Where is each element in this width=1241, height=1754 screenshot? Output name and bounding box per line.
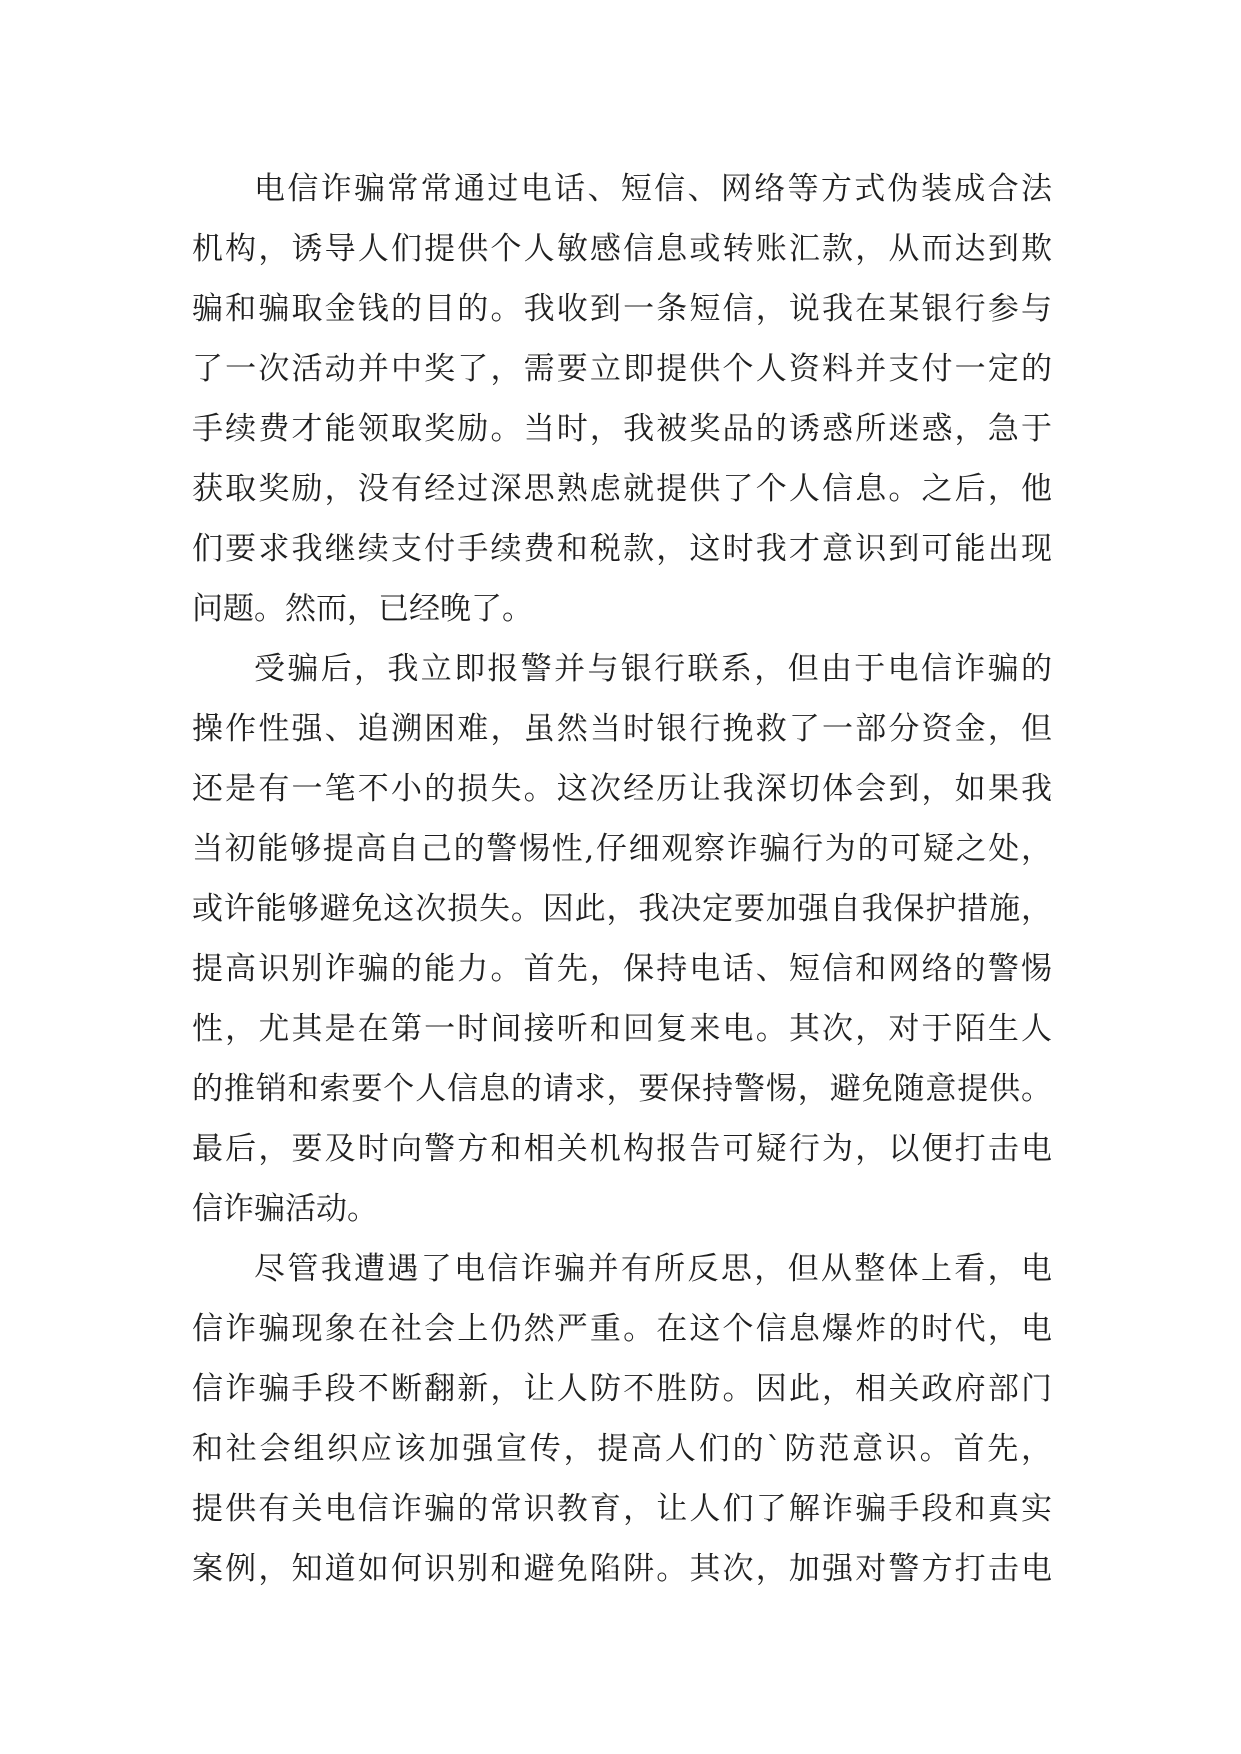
text-line: 案例，知道如何识别和避免陷阱。其次，加强对警方打击电 [192,1551,1052,1587]
paragraph [192,159,1052,639]
text-line: 信诈骗活动。 [192,1191,378,1227]
text-line: 骗和骗取金钱的目的。我收到一条短信，说我在某银行参与 [192,291,1052,327]
text-line: 电信诈骗常常通过电话、短信、网络等方式伪装成合法 [254,171,1052,207]
text-line: 和社会组织应该加强宣传，提高人们的`防范意识。首先， [192,1431,1052,1467]
text-line: 获取奖励，没有经过深思熟虑就提供了个人信息。之后，他 [192,471,1052,507]
text-line: 当初能够提高自己的警惕性,仔细观察诈骗行为的可疑之处， [192,831,1052,867]
text-line: 了一次活动并中奖了，需要立即提供个人资料并支付一定的 [192,351,1052,387]
text-line: 信诈骗手段不断翻新，让人防不胜防。因此，相关政府部门 [192,1371,1052,1407]
paragraph [192,639,1052,1239]
text-line: 们要求我继续支付手续费和税款，这时我才意识到可能出现 [192,531,1052,567]
text-line: 机构，诱导人们提供个人敏感信息或转账汇款，从而达到欺 [192,231,1052,267]
text-line: 提高识别诈骗的能力。首先，保持电话、短信和网络的警惕 [192,951,1052,987]
text-line: 手续费才能领取奖励。当时，我被奖品的诱惑所迷惑，急于 [192,411,1052,447]
text-line: 最后，要及时向警方和相关机构报告可疑行为，以便打击电 [192,1131,1052,1167]
text-line: 还是有一笔不小的损失。这次经历让我深切体会到，如果我 [192,771,1052,807]
paragraph [192,1239,1052,1599]
text-line: 尽管我遭遇了电信诈骗并有所反思，但从整体上看，电 [254,1251,1052,1287]
text-line: 或许能够避免这次损失。因此，我决定要加强自我保护措施， [192,891,1052,927]
text-line: 的推销和索要个人信息的请求，要保持警惕，避免随意提供。 [192,1071,1052,1107]
text-line: 问题。然而，已经晚了。 [192,591,533,627]
text-line: 受骗后，我立即报警并与银行联系，但由于电信诈骗的 [254,651,1052,687]
text-line: 性，尤其是在第一时间接听和回复来电。其次，对于陌生人 [192,1011,1052,1047]
text-line: 操作性强、追溯困难，虽然当时银行挽救了一部分资金，但 [192,711,1052,747]
document-body [192,159,1052,1599]
text-line: 信诈骗现象在社会上仍然严重。在这个信息爆炸的时代，电 [192,1311,1052,1347]
text-line: 提供有关电信诈骗的常识教育，让人们了解诈骗手段和真实 [192,1491,1052,1527]
